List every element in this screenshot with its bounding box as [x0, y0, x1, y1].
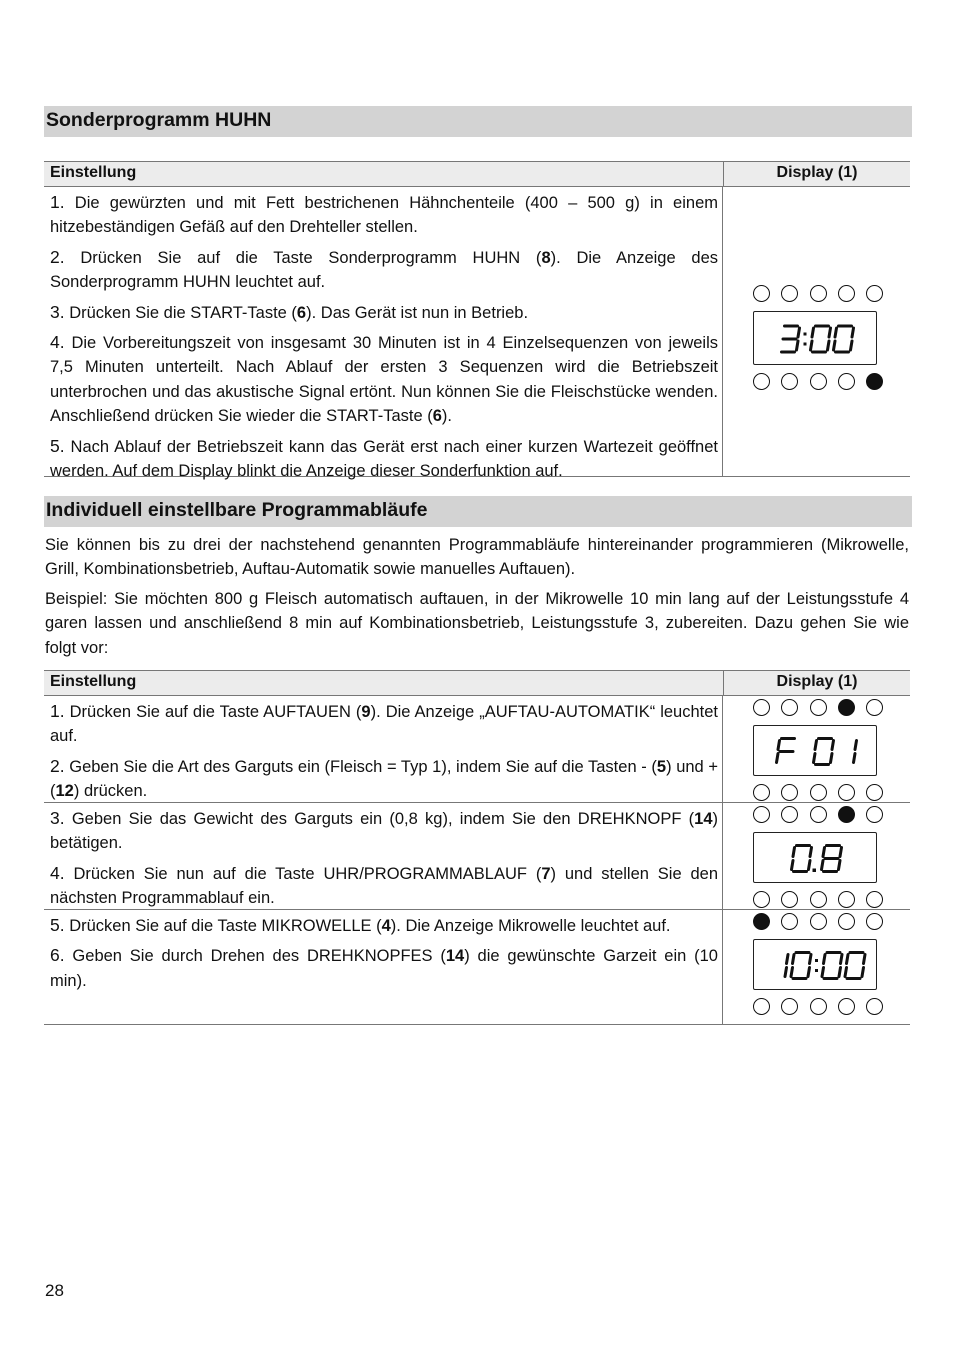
step-number: 1. — [50, 701, 65, 721]
page-number: 28 — [45, 1281, 64, 1300]
step-text: ) und stellen Sie den nächsten Programmablauf ein. — [50, 864, 719, 908]
key-reference: 8 — [541, 248, 551, 267]
step-text: ). Das Gerät ist nun in Betrieb. — [306, 303, 529, 322]
key-reference: 5 — [656, 757, 667, 776]
step-item — [50, 300, 718, 325]
indicator-led-off — [810, 373, 827, 390]
key-reference: 7 — [541, 864, 551, 883]
step-text: Drücken Sie die START-Taste ( — [64, 303, 297, 322]
indicator-led-off — [753, 285, 770, 302]
step-item — [50, 699, 718, 749]
step-text: ). — [441, 407, 453, 426]
indicator-led-off — [838, 998, 855, 1015]
display-cell — [723, 803, 910, 909]
indicator-led-off — [866, 784, 883, 801]
key-reference: 4 — [381, 917, 391, 935]
step-text: ) drücken. — [73, 782, 148, 801]
display-digit — [822, 846, 842, 872]
indicator-led-off — [810, 913, 827, 930]
indicator-led-on — [866, 373, 883, 390]
step-text: Die Vorbereitungszeit von insgesamt 30 Minuten ist in 4 Einzelsequenzen von jeweils 7,5 Minuten unterteilt. Nach Ablauf der ersten 3 Sequenzen wird die Betriebszeit unterbrochen und das akustische Signal ertönt. Nun können Sie die Fleischstücke wenden. Anschließend drücken Sie wieder die START-Taste ( — [50, 334, 718, 426]
display-screen — [753, 832, 877, 883]
step-text: Nach Ablauf der Betriebszeit kann das Gerät erst nach einer kurzen Wartezeit geöffnet werden. Auf dem Display blinkt die Anzeige dieser Sonderfunktion auf. — [50, 437, 718, 481]
setting-steps — [44, 187, 723, 481]
step-item — [50, 754, 718, 804]
indicator-row-bottom — [753, 891, 883, 911]
step-text: Drücken Sie auf die Taste MIKROWELLE ( — [64, 917, 382, 935]
indicator-led-off — [810, 784, 827, 801]
step-number: 5. — [50, 435, 65, 456]
display-digit — [782, 326, 800, 352]
column-header-setting: Einstellung — [44, 162, 724, 186]
step-item — [50, 806, 718, 856]
table-programmablaeufe — [44, 670, 910, 1025]
key-reference: 14 — [694, 810, 713, 828]
indicator-row-top — [753, 699, 883, 719]
indicator-led-off — [810, 699, 827, 716]
indicator-led-on — [838, 699, 855, 716]
key-reference: 9 — [361, 703, 371, 721]
display-screen — [753, 311, 877, 365]
display-digit — [777, 739, 795, 763]
step-number: 3. — [50, 301, 65, 322]
indicator-row-top — [753, 806, 883, 826]
indicator-led-off — [781, 913, 798, 930]
display-readout-graphic — [754, 312, 878, 366]
table-huhn — [44, 161, 910, 481]
indicator-led-off — [838, 373, 855, 390]
display-digit — [845, 953, 865, 979]
step-number: 1. — [50, 192, 65, 212]
display-readout-graphic — [754, 940, 878, 991]
table-row — [44, 696, 910, 803]
display-cell — [723, 696, 910, 802]
section-title-programmablaeufe: Individuell einstellbare Programmabläufe — [44, 496, 912, 527]
indicator-led-off — [838, 285, 855, 302]
step-text: ). Die Anzeige des Sonderprogramm HUHN leuchtet auf. — [50, 248, 718, 292]
microwave-display — [753, 699, 883, 804]
step-text: ) die gewünschte Garzeit ein (10 min). — [50, 947, 718, 990]
indicator-led-off — [866, 891, 883, 908]
indicator-led-off — [810, 285, 827, 302]
table-row — [44, 187, 910, 481]
indicator-led-off — [781, 699, 798, 716]
indicator-led-off — [866, 806, 883, 823]
display-cell — [723, 910, 910, 1024]
indicator-led-off — [781, 784, 798, 801]
setting-steps — [44, 696, 723, 802]
display-digit — [834, 326, 854, 352]
indicator-row-top — [753, 913, 883, 933]
step-text: Die gewürzten und mit Fett bestrichenen Hähnchenteile (400 – 500 g) in einem hitzebeständigen Gefäß auf den Drehteller stellen. — [50, 194, 718, 237]
indicator-led-off — [810, 806, 827, 823]
indicator-led-off — [781, 373, 798, 390]
step-number: 6. — [50, 945, 65, 966]
step-number: 2. — [50, 755, 65, 776]
intro-paragraph: Sie können bis zu drei der nachstehend genannten Programmabläufe hintereinander programmieren (Mikrowelle, Grill, Kombinationsbetrieb, Auftau-Automatik sowie manuelles Auftauen). — [45, 536, 909, 579]
step-number: 2. — [50, 246, 65, 267]
step-item — [50, 190, 718, 240]
indicator-row-bottom — [753, 998, 883, 1018]
microwave-display — [753, 806, 883, 911]
step-number: 3. — [50, 808, 65, 828]
setting-steps — [44, 910, 723, 1024]
indicator-led-off — [781, 998, 798, 1015]
step-text: ). Die Anzeige „AUFTAU-AUTOMATIK“ leuchtet auf. — [50, 703, 718, 746]
step-number: 5. — [50, 915, 65, 935]
microwave-display — [753, 913, 883, 1018]
indicator-led-off — [838, 891, 855, 908]
display-readout-graphic — [754, 726, 878, 777]
table-header — [44, 162, 910, 187]
indicator-led-off — [753, 806, 770, 823]
step-text: ). Die Anzeige Mikrowelle leuchtet auf. — [390, 917, 671, 935]
indicator-led-on — [838, 806, 855, 823]
display-digit — [791, 953, 811, 979]
step-text: Drücken Sie auf die Taste AUFTAUEN ( — [64, 703, 362, 721]
step-text: Drücken Sie nun auf die Taste UHR/PROGRAMMABLAUF ( — [64, 864, 542, 883]
indicator-led-off — [866, 285, 883, 302]
display-digit — [822, 953, 842, 979]
indicator-row-bottom — [753, 373, 883, 393]
microwave-display — [753, 285, 883, 393]
table-header — [44, 671, 910, 696]
indicator-led-off — [781, 285, 798, 302]
column-header-display: Display (1) — [776, 673, 858, 690]
table-row — [44, 910, 910, 1025]
section-title-huhn: Sonderprogramm HUHN — [44, 106, 912, 137]
step-item — [50, 330, 718, 429]
display-screen — [753, 939, 877, 990]
indicator-led-off — [781, 806, 798, 823]
table-row — [44, 803, 910, 910]
display-digit — [854, 741, 857, 763]
indicator-led-off — [866, 913, 883, 930]
key-reference: 6 — [296, 303, 307, 322]
step-text: Drücken Sie auf die Taste Sonderprogramm HUHN ( — [64, 248, 542, 267]
step-item — [50, 434, 718, 484]
step-number: 4. — [50, 862, 65, 883]
display-readout-graphic — [754, 833, 878, 884]
display-screen — [753, 725, 877, 776]
step-text: ) und + ( — [50, 757, 718, 801]
display-colon-dot — [815, 969, 818, 972]
indicator-led-off — [781, 891, 798, 908]
key-reference: 6 — [432, 407, 442, 426]
step-item — [50, 245, 718, 295]
setting-steps — [44, 803, 723, 909]
display-digit — [785, 955, 788, 977]
step-item — [50, 913, 718, 938]
indicator-led-off — [753, 891, 770, 908]
display-digit — [792, 846, 812, 872]
indicator-led-off — [866, 699, 883, 716]
display-decimal-point — [813, 869, 817, 873]
indicator-row-top — [753, 285, 883, 305]
column-header-display: Display (1) — [776, 164, 858, 181]
indicator-led-off — [866, 998, 883, 1015]
step-item — [50, 861, 718, 911]
indicator-led-off — [810, 998, 827, 1015]
step-text: Geben Sie das Gewicht des Garguts ein (0,8 kg), indem Sie den DREHKNOPF ( — [64, 810, 695, 828]
column-header-setting: Einstellung — [44, 671, 724, 695]
step-text: Geben Sie die Art des Garguts ein (Fleisch = Typ 1), indem Sie auf die Tasten - ( — [64, 757, 657, 776]
indicator-led-off — [753, 699, 770, 716]
display-digit — [814, 739, 834, 765]
display-colon-dot — [804, 343, 807, 346]
indicator-row-bottom — [753, 784, 883, 804]
indicator-led-off — [753, 998, 770, 1015]
display-colon-dot — [815, 959, 818, 962]
step-number: 4. — [50, 332, 65, 353]
example-paragraph: Beispiel: Sie möchten 800 g Fleisch automatisch auftauen, in der Mikrowelle 10 min lang auf der Leistungsstufe 4 garen lassen und anschließend 8 min auf Kombinationsbetrieb, Leistungsstufe 3, zubereiten. Dazu gehen Sie wie folgt vor: — [45, 590, 909, 657]
display-digit — [811, 326, 831, 352]
display-colon-dot — [804, 333, 807, 336]
indicator-led-off — [838, 784, 855, 801]
display-cell — [723, 187, 910, 476]
step-item — [50, 943, 718, 993]
indicator-led-off — [753, 784, 770, 801]
key-reference: 12 — [55, 782, 74, 801]
step-text: Geben Sie durch Drehen des DREHKNOPFES ( — [64, 947, 446, 966]
indicator-led-on — [753, 913, 770, 930]
indicator-led-off — [838, 913, 855, 930]
step-text: ) betätigen. — [50, 810, 718, 853]
key-reference: 14 — [445, 947, 465, 966]
indicator-led-off — [753, 373, 770, 390]
indicator-led-off — [810, 891, 827, 908]
